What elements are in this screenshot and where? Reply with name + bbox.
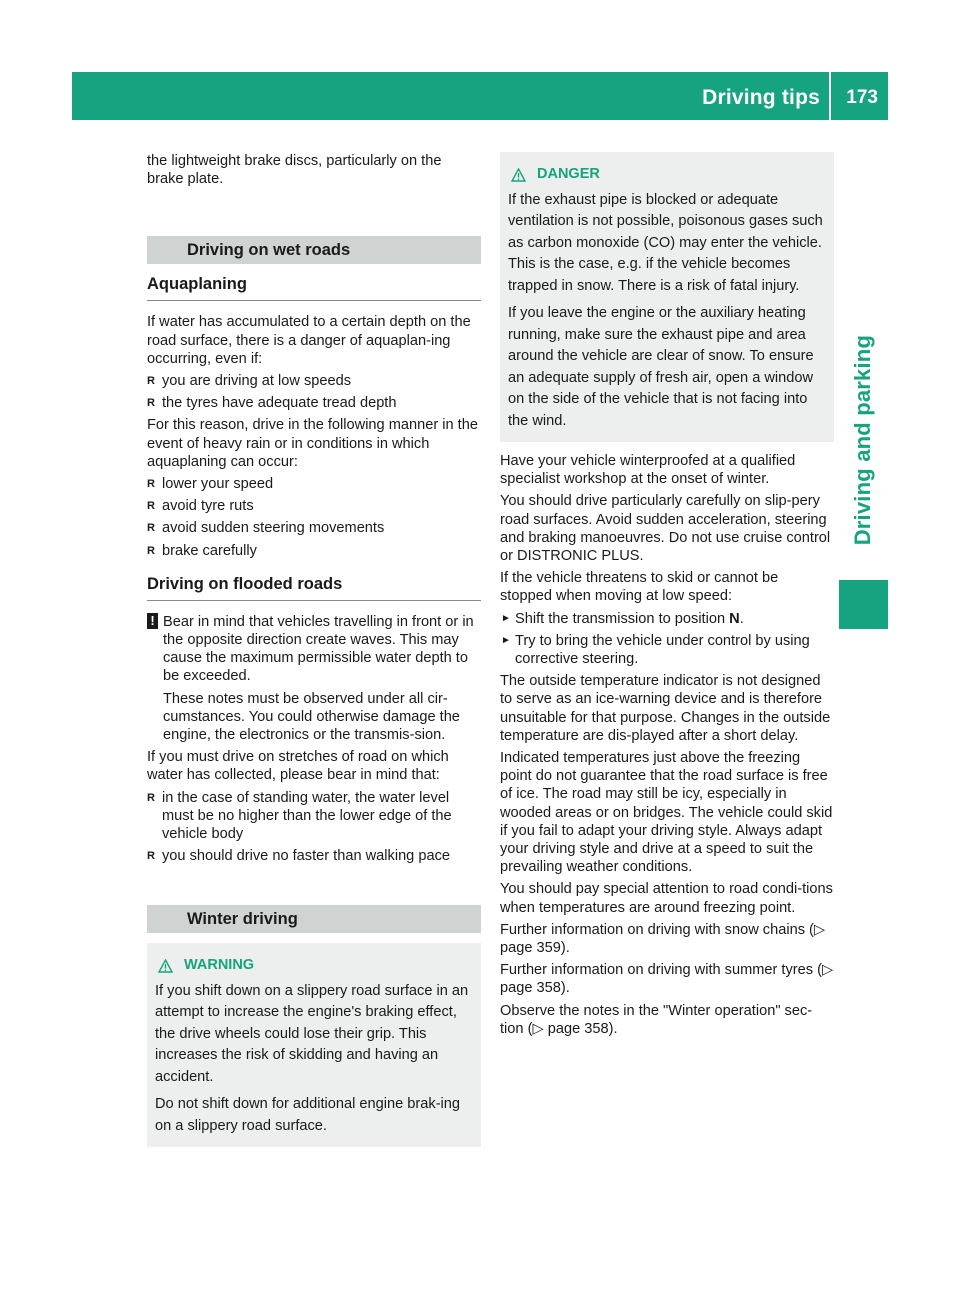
list-item: R in the case of standing water, the water level must be no higher than the lower edge of the vehicle body [147, 789, 481, 844]
heading-aquaplaning: Aquaplaning [147, 274, 481, 301]
warning-box [147, 943, 481, 1147]
page-header [72, 72, 888, 120]
page-number: 173 [846, 87, 878, 108]
page-reference-icon: ▷ [532, 1020, 544, 1037]
aquaplaning-advice: For this reason, drive in the following manner in the event of heavy rain or in conditions in which aquaplaning can occur: [147, 417, 478, 470]
page-reference-link[interactable]: page 359). [500, 940, 570, 957]
danger-label: DANGER [537, 166, 600, 182]
cross-reference [500, 961, 834, 997]
warning-header [155, 955, 473, 977]
cross-reference [500, 1002, 834, 1038]
intro-text: the lightweight brake discs, particularly on the brake plate. [147, 153, 442, 188]
section-heading-wet-roads: Driving on wet roads [147, 236, 481, 264]
list-item: R avoid sudden steering movements [147, 519, 481, 537]
warning-triangle-icon [158, 959, 173, 973]
list-item: R avoid tyre ruts [147, 497, 481, 515]
paragraph: The outside temperature indicator is not designed to serve as an ice-warning device and is therefore unsuitable for that purpose. Changes in the outside temperature are dis-played after a short delay. [500, 673, 831, 744]
danger-box [500, 152, 834, 442]
danger-text: If the exhaust pipe is blocked or adequate ventilation is not possible, poisonous gases such as carbon monoxide (CO) may enter the vehicle. This is the case, e.g. if the vehicle becomes trapped in snow. There is a risk of fatal injury. [508, 191, 823, 294]
exclamation-icon: ! [147, 613, 158, 629]
step-item [500, 610, 834, 628]
step-item: ► Try to bring the vehicle under control by using corrective steering. [500, 632, 834, 668]
list-item: R the tyres have adequate tread depth [147, 394, 481, 412]
paragraph: Indicated temperatures just above the freezing point do not guarantee that the road surface is free of ice. The road may still be icy, especially in wooded areas or on bridges. The vehicle could skid if you fail to adapt your driving style. Always adapt your driving style and drive at a speed to suit the prevailing weather conditions. [500, 750, 833, 876]
list-item: R you should drive no faster than walking pace [147, 847, 481, 865]
chapter-title: Driving tips [702, 86, 820, 109]
section-heading-winter: Winter driving [147, 905, 481, 933]
header-divider [829, 72, 831, 120]
gear-position: N [729, 610, 740, 627]
notice-text: Bear in mind that vehicles travelling in front or in the opposite direction create waves. This may cause the maximum permissible water depth to be exceeded. [163, 613, 474, 685]
list-item: R lower your speed [147, 475, 481, 493]
list-item: R brake carefully [147, 542, 481, 560]
flooded-intro: If you must drive on stretches of road on which water has collected, please bear in mind that: [147, 749, 449, 784]
right-column [500, 152, 834, 1042]
paragraph: You should drive particularly carefully on slip-pery road surfaces. Avoid sudden acceleration, steering and braking manoeuvres. Do not use cruise control or DISTRONIC PLUS. [500, 493, 831, 565]
side-tab-marker [839, 580, 888, 629]
page-reference-icon: ▷ [821, 962, 834, 979]
page-reference-link[interactable]: page 358). [543, 1020, 618, 1037]
paragraph: You should pay special attention to road condi-tions when temperatures are around freezing point. [500, 881, 833, 916]
page-reference-icon: ▷ [813, 921, 826, 938]
notice-text: These notes must be observed under all cir-cumstances. You could otherwise damage the engine, the electronics or the transmis-sion. [163, 690, 460, 744]
warning-label: WARNING [184, 957, 255, 974]
warning-triangle-icon [511, 168, 526, 182]
paragraph: If the vehicle threatens to skid or cannot be stopped when moving at low speed: [500, 570, 779, 605]
warning-text: Do not shift down for additional engine brak-ing on a slippery road surface. [155, 1096, 461, 1134]
notice-box [147, 613, 481, 744]
list-item: R you are driving at low speeds [147, 372, 481, 390]
step-end: . [739, 610, 744, 627]
danger-text: If you leave the engine or the auxiliary heating running, make sure the exhaust pipe and area around the vehicle are clear of snow. To ensure an adequate supply of fresh air, open a window on the side of the vehicle that is not facing into the wind. [508, 305, 814, 429]
cross-reference [500, 921, 834, 957]
ref-text: Further information on driving with snow chains ( [500, 921, 814, 938]
left-column [147, 152, 481, 1147]
ref-text: Observe the notes in the "Winter operation" sec-tion ( [500, 1002, 813, 1037]
side-tab-label: Driving and parking [850, 334, 876, 546]
danger-header [508, 164, 826, 186]
warning-text: If you shift down on a slippery road surface in an attempt to increase the engine's braking effect, the drive wheels could lose their grip. This increases the risk of skidding and having an accident. [155, 982, 469, 1085]
page-reference-link[interactable]: page 358). [500, 980, 570, 997]
side-tab [839, 308, 888, 572]
heading-flooded-roads: Driving on flooded roads [147, 574, 481, 601]
aquaplaning-intro: If water has accumulated to a certain depth on the road surface, there is a danger of aquaplan-ing occurring, even if: [147, 314, 471, 367]
step-text: Shift the transmission to position [515, 610, 730, 627]
paragraph: Have your vehicle winterproofed at a qualified specialist workshop at the onset of winter. [500, 453, 796, 488]
ref-text: Further information on driving with summer tyres ( [500, 962, 822, 979]
